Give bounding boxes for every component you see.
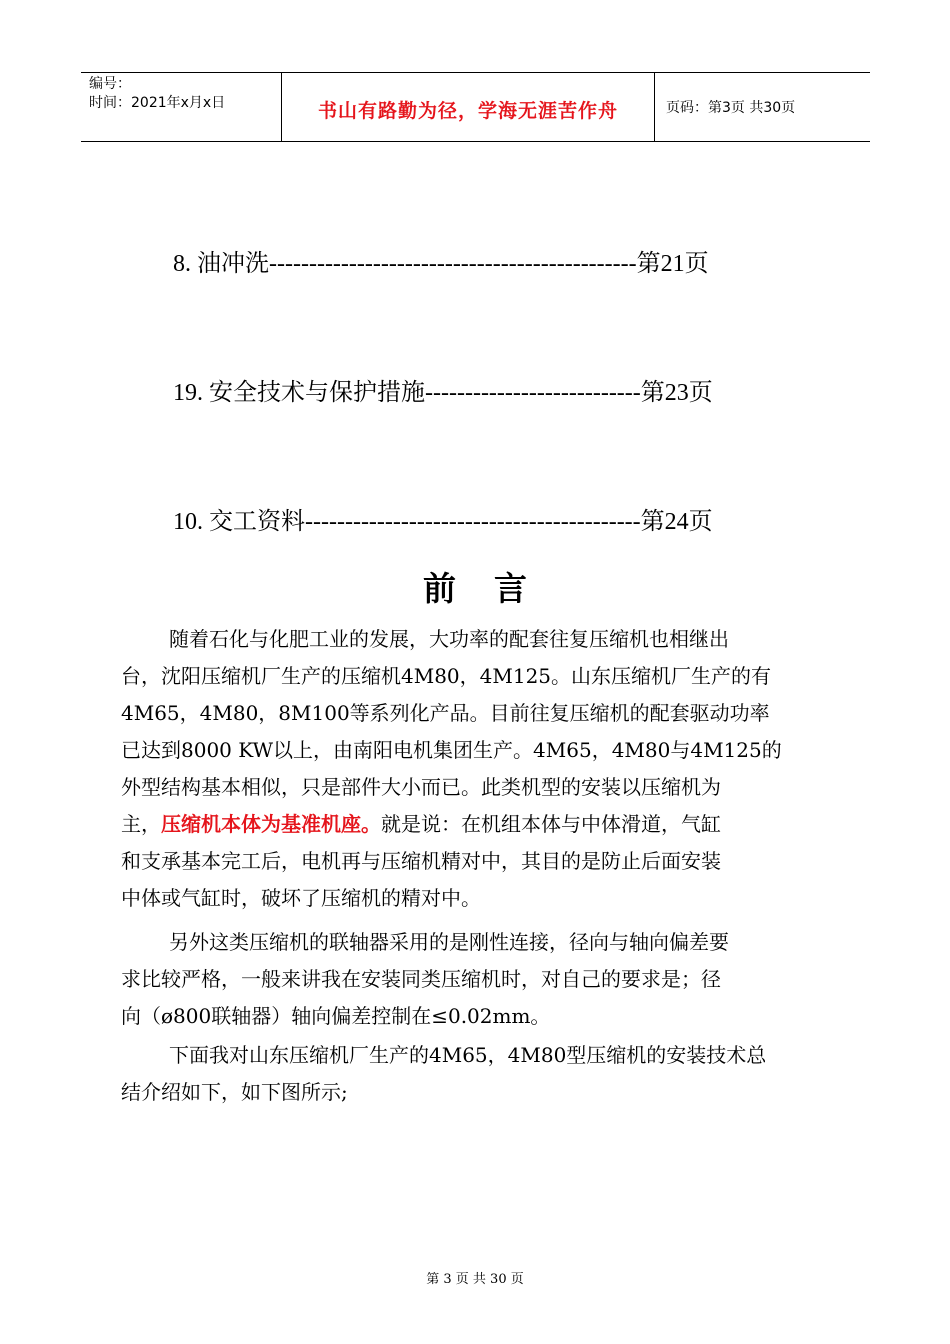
text-line: 下面我对山东压缩机厂生产的4M65，4M80型压缩机的安装技术总	[169, 1043, 767, 1067]
text-line: 4M65，4M80，8M100等系列化产品。目前往复压缩机的配套驱动功率	[121, 701, 770, 725]
header-page-cell	[655, 73, 870, 141]
motto-text: 书山有路勤为径，学海无涯苦作舟	[317, 100, 618, 122]
page-footer: 第 3 页 共 30 页	[426, 1272, 524, 1287]
text-line: 中体或气缸时，破坏了压缩机的精对中。	[121, 886, 481, 910]
date-label: 时间：2021年x月x日	[89, 95, 226, 111]
text-line: 求比较严格，一般来讲我在安装同类压缩机时，对自己的要求是；径	[121, 967, 721, 991]
text-segment: 就是说：在机组本体与中体滑道，气缸	[381, 812, 721, 836]
number-label: 编号：	[89, 76, 131, 92]
paragraph-2	[121, 924, 829, 1035]
toc-item-19: 19. 安全技术与保护措施---------------------------第23页	[173, 380, 713, 406]
text-line: 和支承基本完工后，电机再与压缩机精对中，其目的是防止后面安装	[121, 849, 721, 873]
header-motto-cell	[282, 73, 655, 141]
text-line: 另外这类压缩机的联轴器采用的是刚性连接，径向与轴向偏差要	[169, 930, 729, 954]
page-header	[81, 72, 870, 142]
highlighted-text: 压缩机本体为基准机座。	[161, 812, 381, 836]
text-line: 外型结构基本相似，只是部件大小而已。此类机型的安装以压缩机为	[121, 775, 721, 799]
text-line: 随着石化与化肥工业的发展，大功率的配套往复压缩机也相继出	[169, 627, 729, 651]
text-line	[121, 806, 829, 843]
section-title: 前言	[423, 569, 565, 608]
text-line: 结介绍如下，如下图所示;	[121, 1080, 348, 1104]
paragraph-3	[121, 1037, 829, 1111]
page-info: 页码：第3页 共30页	[666, 100, 796, 116]
text-segment: 主，	[121, 812, 161, 836]
toc-item-10: 10. 交工资料------------------------------------------第24页	[173, 509, 713, 535]
header-meta-cell	[81, 73, 282, 141]
paragraph-1	[121, 621, 829, 917]
toc-item-8: 8. 油冲洗----------------------------------------------第21页	[173, 251, 709, 277]
text-line: 向（ø800联轴器）轴向偏差控制在≤0.02mm。	[121, 1004, 551, 1028]
text-line: 已达到8000 KW以上，由南阳电机集团生产。4M65，4M80与4M125的	[121, 738, 782, 762]
text-line: 台，沈阳压缩机厂生产的压缩机4M80，4M125。山东压缩机厂生产的有	[121, 664, 772, 688]
